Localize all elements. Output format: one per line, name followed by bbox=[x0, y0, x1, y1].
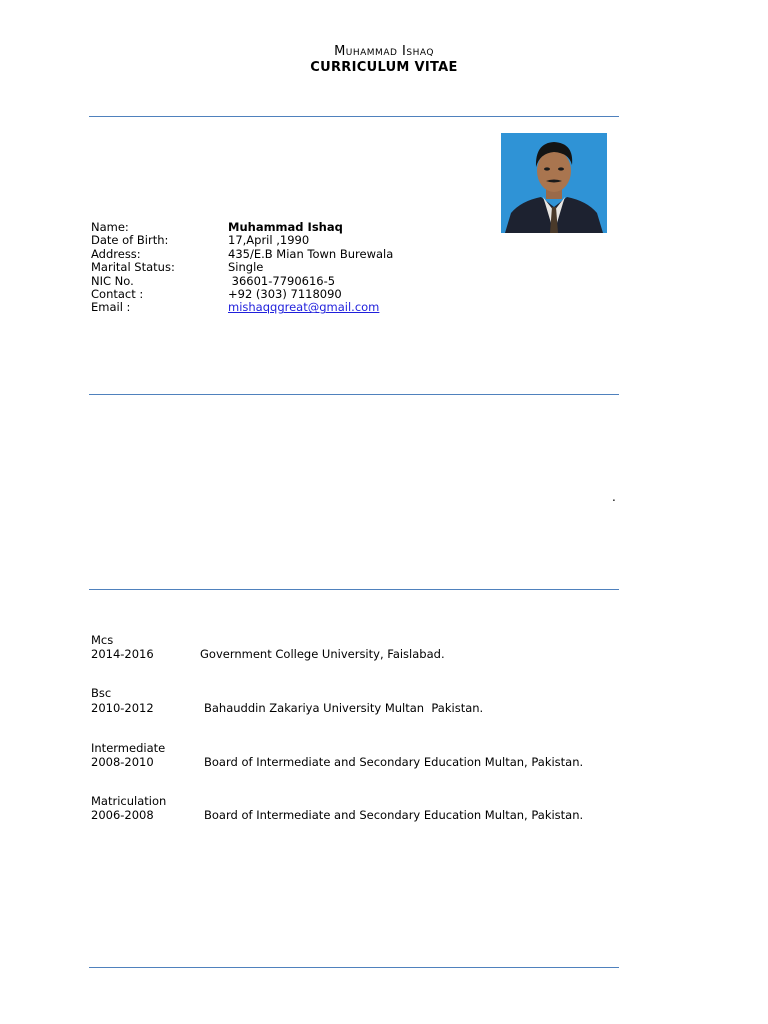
education-years: 2010-2012 bbox=[91, 701, 154, 715]
education-institution: Government College University, Faislabad. bbox=[200, 647, 445, 661]
section-divider bbox=[89, 967, 619, 968]
label-address: Address: bbox=[91, 246, 141, 261]
personal-values bbox=[228, 221, 393, 315]
education-institution: Bahauddin Zakariya University Multan Pakistan. bbox=[204, 701, 484, 715]
label-name: Name: bbox=[91, 220, 129, 234]
education-degree: Bsc bbox=[91, 686, 112, 700]
personal-labels bbox=[91, 221, 175, 315]
document-title: CURRICULUM VITAE bbox=[310, 60, 458, 75]
value-contact: +92 (303) 7118090 bbox=[228, 287, 342, 302]
value-nic: 36601-7790616-5 bbox=[228, 273, 336, 288]
section-divider bbox=[89, 394, 619, 395]
section-divider bbox=[89, 589, 619, 590]
email-link[interactable]: mishaqqgreat@gmail.com bbox=[228, 300, 380, 315]
education-institution: Board of Intermediate and Secondary Education Multan, Pakistan. bbox=[204, 755, 584, 769]
education-years: 2014-2016 bbox=[91, 647, 154, 661]
value-dob: 17,April ,1990 bbox=[228, 233, 310, 248]
education-institution: Board of Intermediate and Secondary Education Multan, Pakistan. bbox=[204, 808, 584, 822]
label-contact: Contact : bbox=[91, 287, 144, 302]
profile-photo bbox=[501, 133, 607, 233]
stray-period: . bbox=[612, 490, 616, 504]
value-marital-status: Single bbox=[228, 260, 264, 275]
section-divider bbox=[89, 116, 619, 117]
education-years: 2006-2008 bbox=[91, 808, 154, 822]
header-name: Muhammad Ishaq bbox=[334, 44, 434, 59]
education-degree: Matriculation bbox=[91, 794, 167, 808]
value-name: Muhammad Ishaq bbox=[228, 220, 343, 234]
label-dob: Date of Birth: bbox=[91, 233, 169, 248]
education-years: 2008-2010 bbox=[91, 755, 154, 769]
label-email: Email : bbox=[91, 300, 131, 315]
label-nic: NIC No. bbox=[91, 273, 134, 288]
education-degree: Intermediate bbox=[91, 741, 166, 755]
education-degree: Mcs bbox=[91, 633, 114, 647]
label-marital-status: Marital Status: bbox=[91, 260, 175, 275]
value-address: 435/E.B Mian Town Burewala bbox=[228, 246, 394, 261]
